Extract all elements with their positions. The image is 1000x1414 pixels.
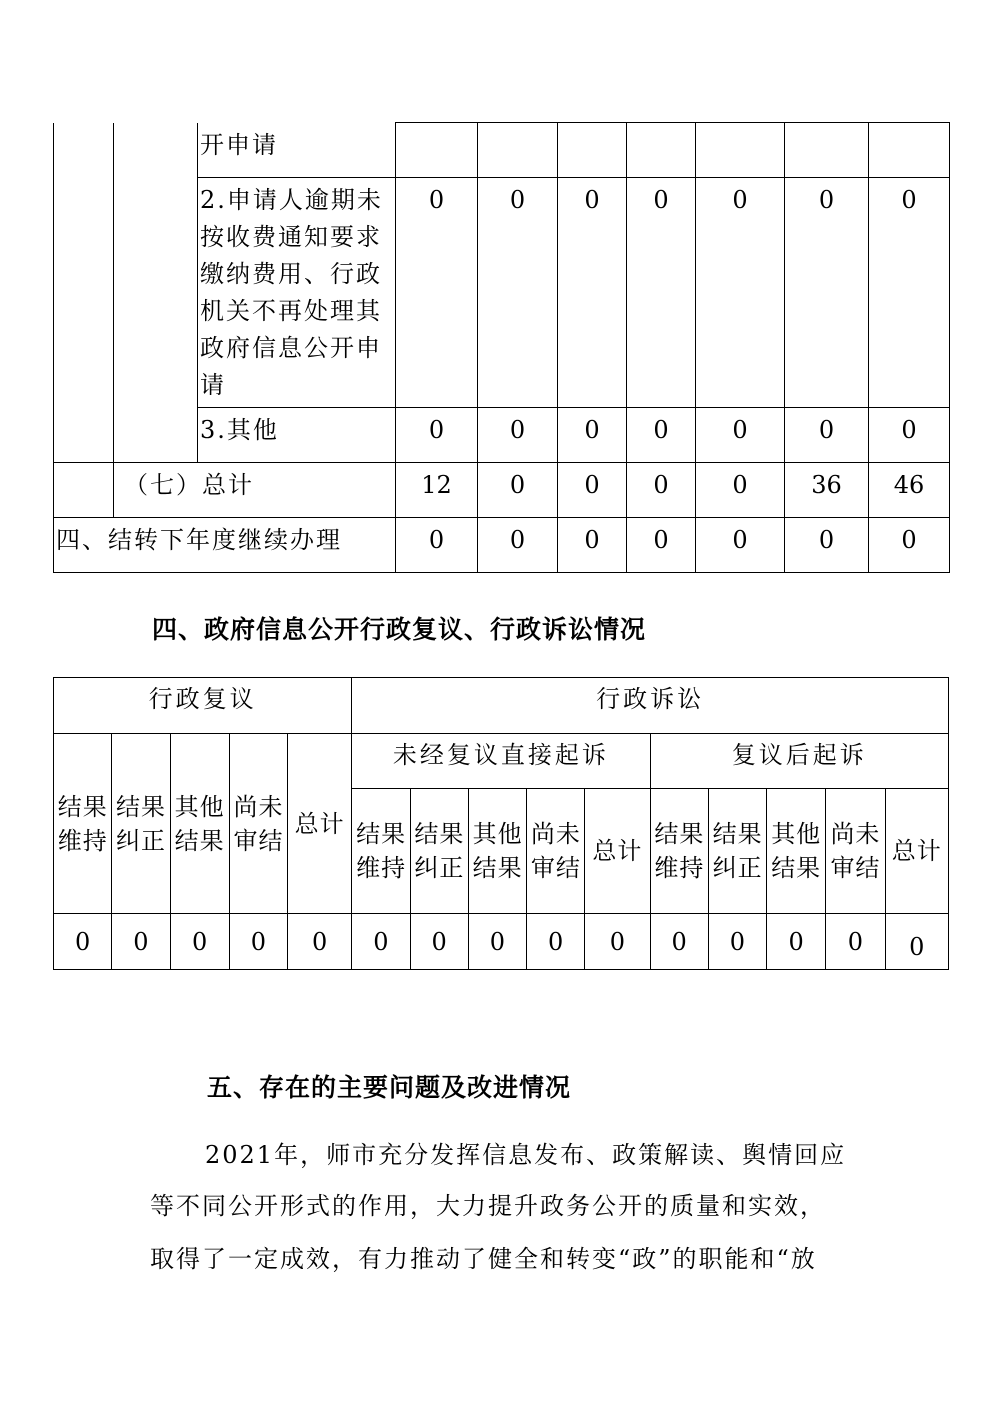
- table-cell: 0: [558, 408, 627, 463]
- col-header: 结果纠正: [708, 789, 766, 914]
- table-cell: 36: [785, 463, 869, 518]
- col-header: 结果纠正: [112, 734, 170, 914]
- outer-category-cell: [54, 123, 114, 463]
- row-label-continued: 开申请: [198, 123, 396, 178]
- table-cell: 0: [288, 914, 352, 970]
- table-cell: 0: [478, 518, 558, 573]
- section4-heading: 四、政府信息公开行政复议、行政诉讼情况: [152, 615, 647, 644]
- table-cell: 0: [869, 518, 950, 573]
- col-header: 尚未审结: [527, 789, 585, 914]
- col-header: 结果维持: [54, 734, 112, 914]
- paragraph-line: 取得了一定成效，有力推动了健全和转变“政”的职能和“放: [150, 1245, 817, 1273]
- table-cell: 0: [708, 914, 766, 970]
- table-cell: 0: [627, 518, 696, 573]
- col-header: 结果纠正: [410, 789, 468, 914]
- table-cell: 0: [352, 914, 410, 970]
- table-cell: 12: [396, 463, 478, 518]
- table-cell: 0: [396, 408, 478, 463]
- table-cell: 0: [229, 914, 287, 970]
- paragraph-line: 等不同公开形式的作用，大力提升政务公开的质量和实效，: [150, 1192, 826, 1220]
- disposal-table: [53, 122, 950, 573]
- table-cell: 0: [396, 518, 478, 573]
- row-label-other: 3.其他: [198, 408, 396, 463]
- table-cell: 0: [527, 914, 585, 970]
- table-cell: 0: [696, 518, 785, 573]
- table-cell: 0: [696, 408, 785, 463]
- col-header: 其他结果: [170, 734, 229, 914]
- table-cell: 0: [627, 178, 696, 408]
- col-header: 结果维持: [650, 789, 708, 914]
- table-cell: 0: [585, 914, 650, 970]
- table-cell: 0: [170, 914, 229, 970]
- sub-category-cell: [114, 123, 198, 463]
- col-header: 总计: [585, 789, 650, 914]
- after-review-suit-header: 复议后起诉: [650, 734, 948, 789]
- table-cell: 0: [785, 178, 869, 408]
- row-label-overdue-fee: 2.申请人逾期未按收费通知要求缴纳费用、行政机关不再处理其政府信息公开申请: [198, 178, 396, 408]
- table-cell: 0: [627, 463, 696, 518]
- col-header: 尚未审结: [229, 734, 287, 914]
- table-cell: 46: [869, 463, 950, 518]
- table-cell: 0: [558, 178, 627, 408]
- table-cell: 0: [478, 178, 558, 408]
- col-header: 结果维持: [352, 789, 410, 914]
- table-cell: 0: [869, 178, 950, 408]
- admin-litigation-header: 行政诉讼: [352, 678, 949, 734]
- table-cell: 0: [785, 408, 869, 463]
- table-cell: 0: [785, 518, 869, 573]
- section5-heading: 五、存在的主要问题及改进情况: [207, 1073, 572, 1102]
- table-cell: 0: [869, 408, 950, 463]
- col-header: 尚未审结: [826, 789, 885, 914]
- table-cell: 0: [396, 178, 478, 408]
- table-cell: 0: [627, 408, 696, 463]
- col-header: 其他结果: [468, 789, 526, 914]
- table-cell: 0: [478, 463, 558, 518]
- col-header: 总计: [288, 734, 352, 914]
- review-litigation-table: [53, 677, 949, 970]
- row-label-carry-over: 四、结转下年度继续办理: [54, 518, 396, 573]
- table-cell: 0: [468, 914, 526, 970]
- table-cell: 0: [696, 463, 785, 518]
- table-cell: 0: [558, 463, 627, 518]
- table-cell: 0: [650, 914, 708, 970]
- col-header: 总计: [885, 789, 948, 914]
- table-cell: 0: [478, 408, 558, 463]
- table-cell: 0: [54, 914, 112, 970]
- admin-review-header: 行政复议: [54, 678, 352, 734]
- col-header: 其他结果: [767, 789, 826, 914]
- table-cell: 0: [885, 914, 948, 970]
- direct-suit-header: 未经复议直接起诉: [352, 734, 650, 789]
- table-cell: 0: [112, 914, 170, 970]
- table-cell: 0: [558, 518, 627, 573]
- table-cell: 0: [826, 914, 885, 970]
- table-cell: 0: [696, 178, 785, 408]
- table-cell: 0: [767, 914, 826, 970]
- row-label-total: （七）总计: [114, 463, 396, 518]
- table-cell: 0: [410, 914, 468, 970]
- paragraph-line: 2021年，师市充分发挥信息发布、政策解读、舆情回应: [205, 1141, 847, 1169]
